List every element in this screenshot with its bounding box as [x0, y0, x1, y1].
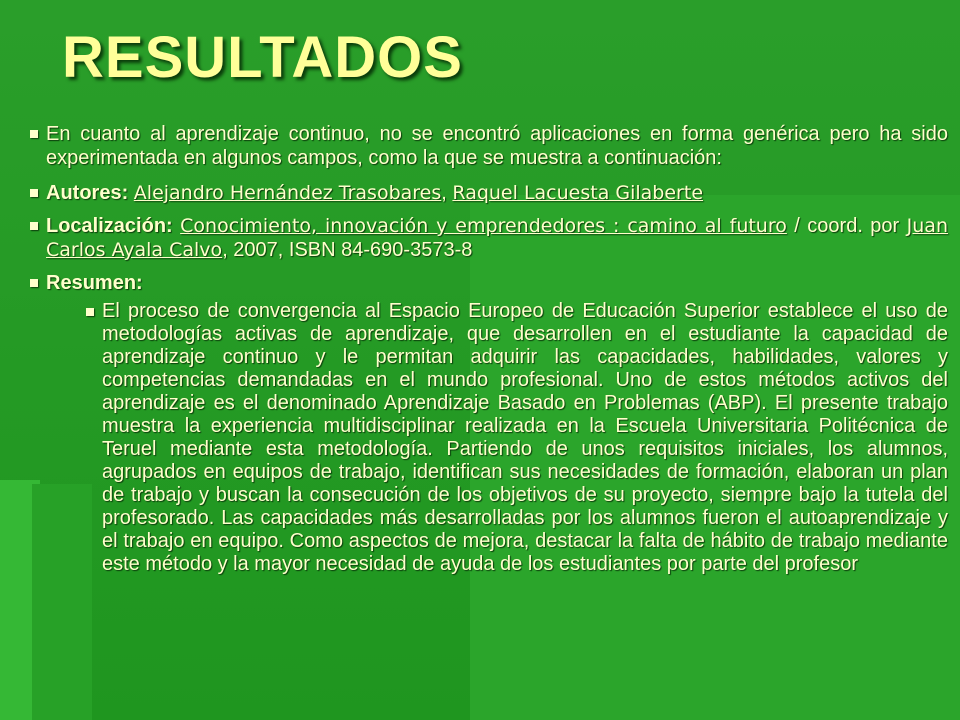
resumen-text: El proceso de convergencia al Espacio Europeo de Educación Superior establece el uso de metodologías activas de aprendizaje, que desarrollen en el estudiante la capacidad de aprendizaje continuo y le permitan adquirir las capacidades, habilidades, valores y competencias demandadas en el mundo profesional. Uno de estos métodos activos del aprendizaje es el denominado Aprendizaje Basado en Problemas (ABP). El presente trabajo muestra la experiencia multidisciplinar realizada en la Escuela Universitaria Politécnica de Teruel mediante esta metodología. Partiendo de unos requisitos iniciales, los alumnos, agrupados en equipos de trabajo, identifican sus necesidades de formación, elaboran un plan de trabajo y buscan la consecución de los objetivos de su proyecto, siempre bajo la tutela del profesorado. Las capacidades más desarrolladas por los alumnos fueron el autoaprendizaje y el trabajo en equipo. Como aspectos de mejora, destacar la falta de hábito de trabajo mediante este método y la mayor necesidad de ayuda de los estudiantes por parte del profesor	[102, 300, 948, 575]
autores-label: Autores:	[46, 182, 129, 204]
resumen-subitem	[86, 300, 948, 576]
intro-text: En cuanto al aprendizaje continuo, no se encontró aplicaciones en forma genérica pero ha sido experimentada en algunos campos, como la que se muestra a continuación:	[46, 123, 948, 169]
slide-content	[30, 122, 948, 585]
coord-text: / coord. por	[786, 215, 907, 237]
bullet-localizacion	[30, 214, 948, 262]
square-bullet-icon	[30, 279, 38, 287]
coordinator-link[interactable]: Juan Carlos Ayala Calvo	[46, 215, 948, 261]
author-separator: ,	[441, 182, 447, 204]
bullet-resumen	[30, 271, 948, 576]
bullet-intro	[30, 122, 948, 170]
publication-info: , 2007, ISBN 84-690-3573-8	[222, 239, 473, 261]
author-link-2[interactable]: Raquel Lacuesta Gilaberte	[452, 182, 704, 204]
book-title-link[interactable]: Conocimiento, innovación y emprendedores : camino al futuro	[180, 215, 787, 237]
resumen-label: Resumen:	[46, 272, 143, 294]
author-link-1[interactable]: Alejandro Hernández Trasobares	[133, 182, 442, 204]
square-bullet-icon	[30, 130, 38, 138]
square-bullet-icon	[86, 308, 94, 316]
square-bullet-icon	[30, 189, 38, 197]
slide-title: RESULTADOS	[62, 25, 463, 90]
bullet-autores	[30, 181, 948, 205]
square-bullet-icon	[30, 222, 38, 230]
localizacion-label: Localización:	[46, 215, 173, 237]
